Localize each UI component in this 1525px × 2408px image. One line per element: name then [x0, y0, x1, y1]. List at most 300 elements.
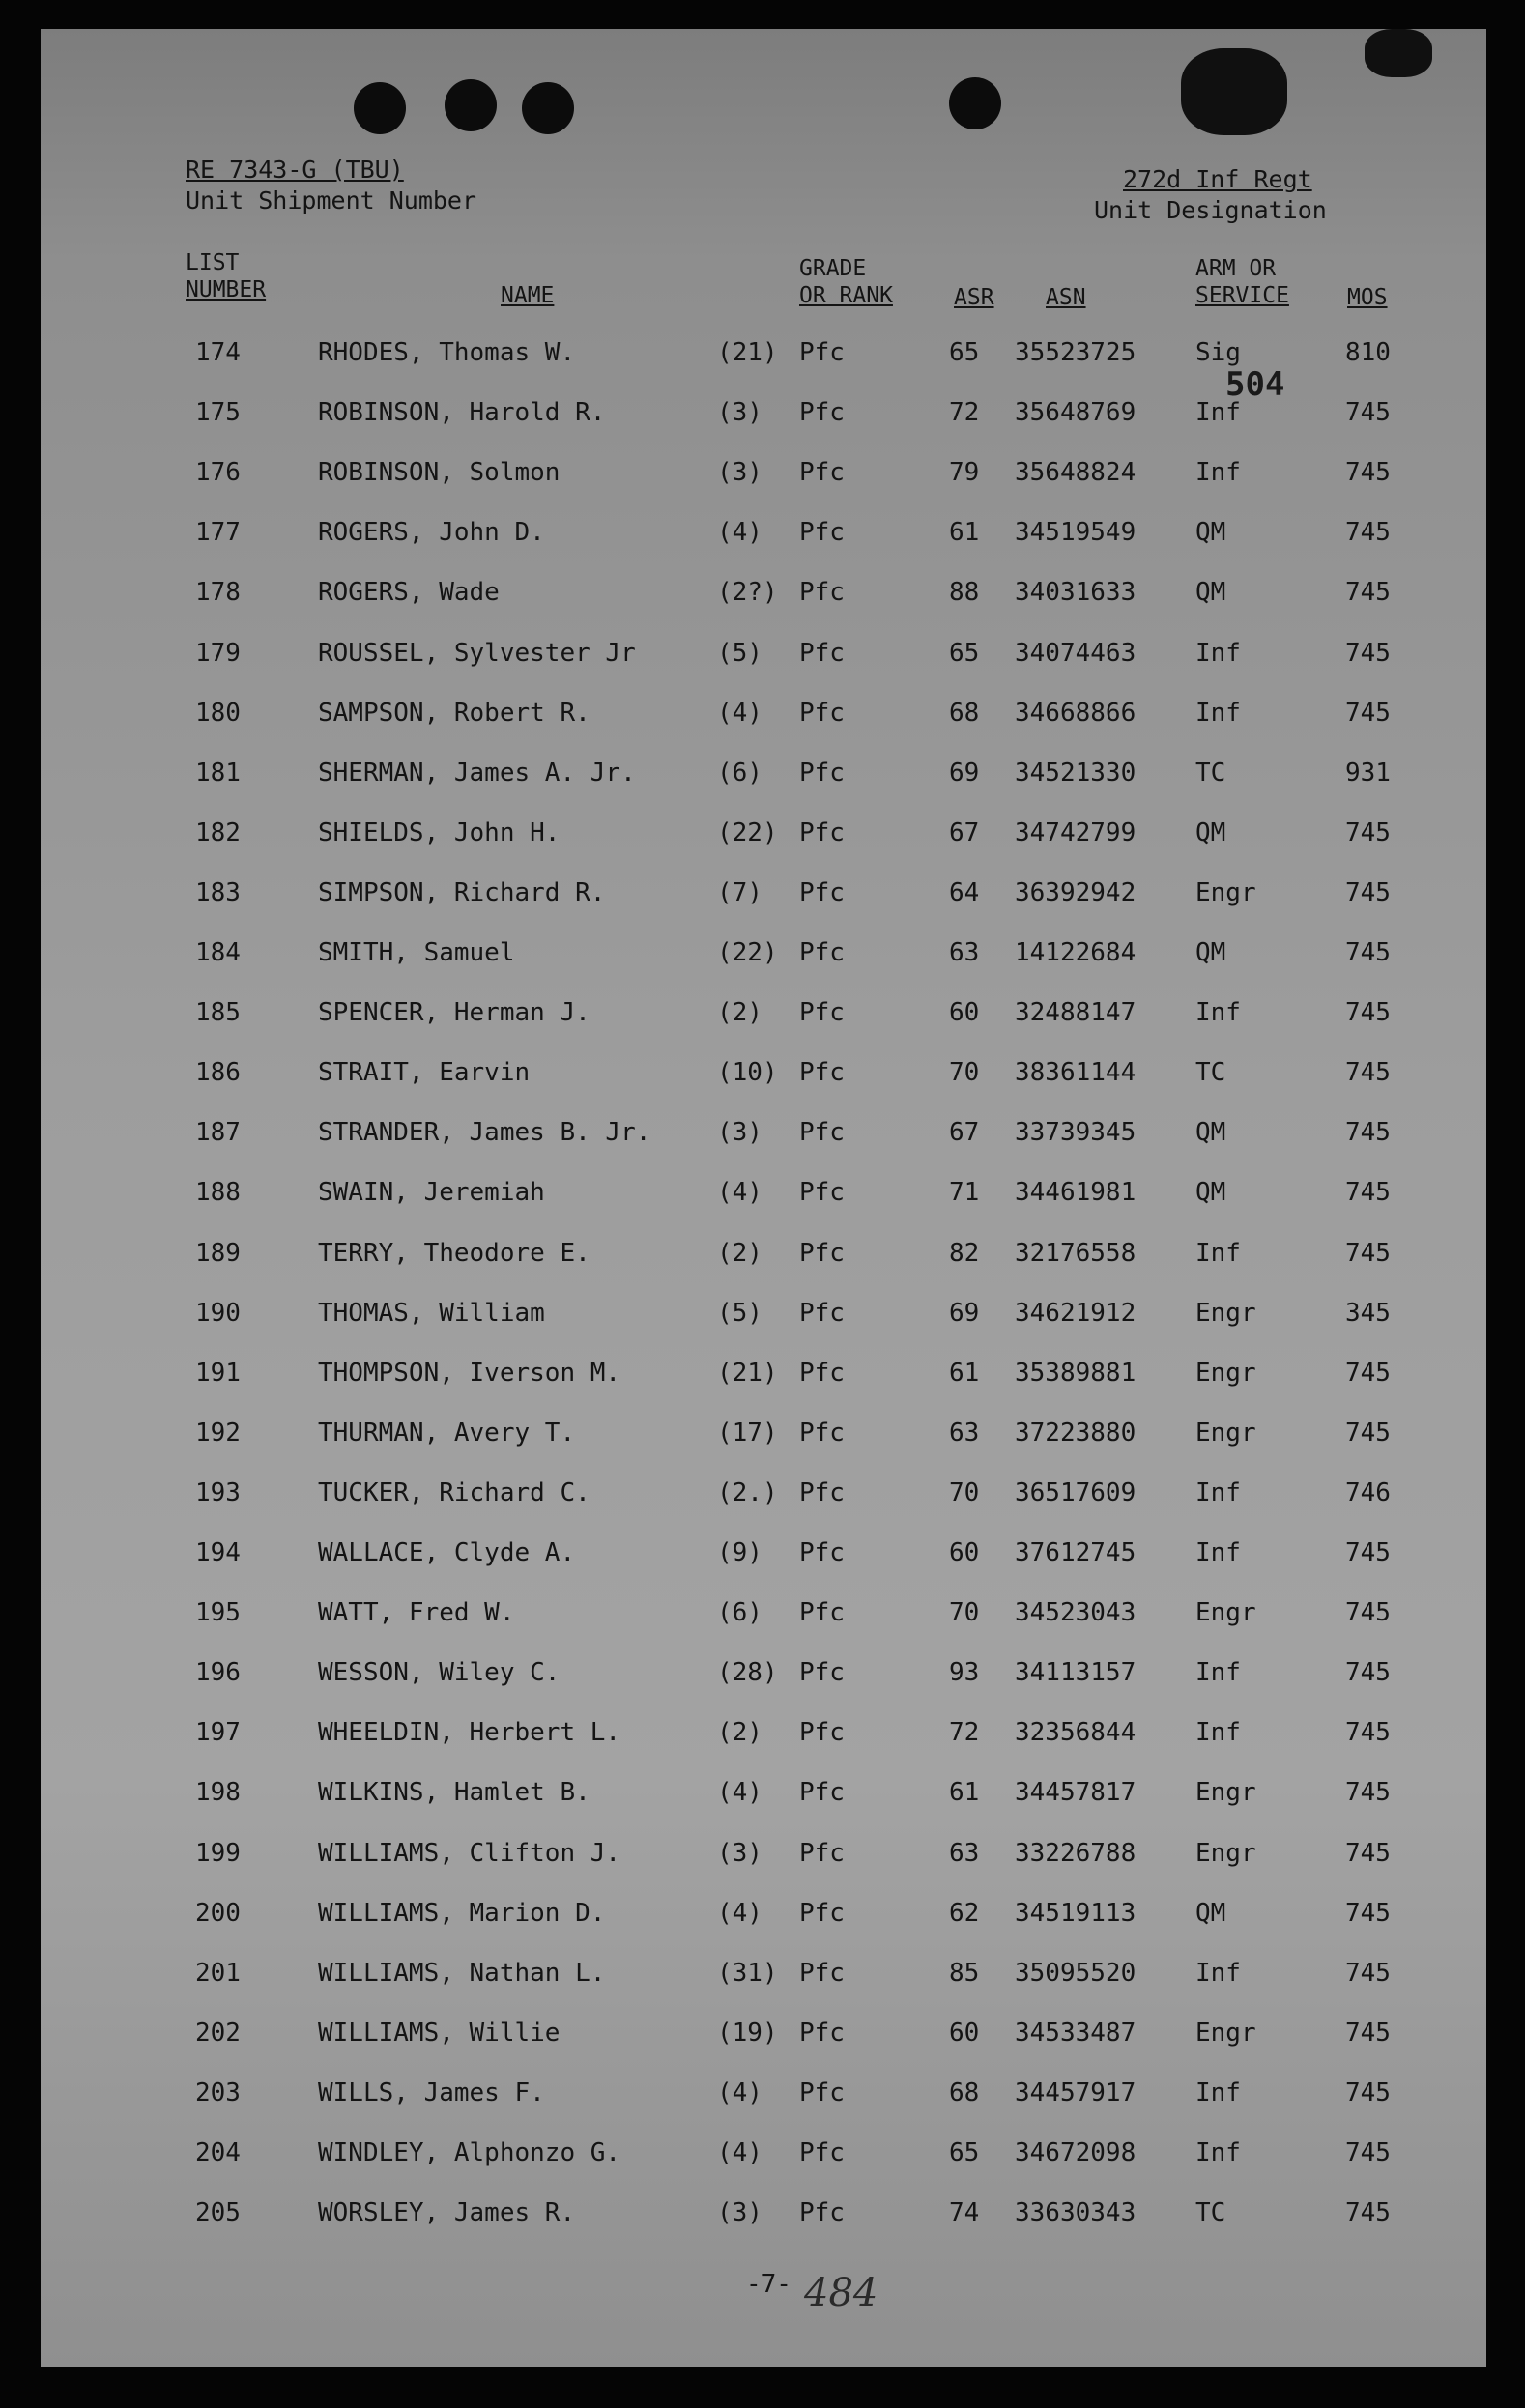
list-number: 201 [195, 1958, 241, 1988]
asr-score: 68 [949, 698, 980, 728]
grade: Pfc [799, 1118, 845, 1148]
document-page [41, 29, 1486, 2367]
asr-score: 72 [949, 1718, 980, 1748]
asr-score: 63 [949, 1418, 980, 1448]
mos-code: 931 [1345, 758, 1391, 788]
mos-code: 745 [1345, 1658, 1391, 1688]
grade: Pfc [799, 877, 845, 907]
col-header-list: LIST [186, 250, 240, 275]
list-number: 197 [195, 1718, 241, 1748]
mos-code: 745 [1345, 1958, 1391, 1988]
grade: Pfc [799, 1178, 845, 1208]
group-number: (10) [717, 1058, 778, 1088]
soldier-name: WALLACE, Clyde A. [318, 1538, 576, 1567]
grade: Pfc [799, 1538, 845, 1567]
asr-score: 82 [949, 1238, 980, 1268]
table-row [41, 1118, 1486, 1178]
mos-code: 345 [1345, 1298, 1391, 1328]
asr-score: 93 [949, 1658, 980, 1688]
serial-number: 35648824 [1015, 458, 1137, 488]
mos-code: 810 [1345, 338, 1391, 367]
soldier-name: ROGERS, John D. [318, 518, 545, 548]
list-number: 191 [195, 1358, 241, 1388]
serial-number: 32176558 [1015, 1238, 1137, 1268]
serial-number: 33226788 [1015, 1838, 1137, 1868]
arm-or-service: Inf [1195, 2138, 1241, 2167]
table-row [41, 2138, 1486, 2198]
table-row [41, 1419, 1486, 1478]
serial-number: 33739345 [1015, 1118, 1137, 1148]
list-number: 189 [195, 1238, 241, 1268]
list-number: 195 [195, 1598, 241, 1628]
asr-score: 65 [949, 638, 980, 668]
grade: Pfc [799, 1058, 845, 1088]
list-number: 178 [195, 578, 241, 608]
soldier-name: SIMPSON, Richard R. [318, 877, 606, 907]
group-number: (5) [717, 638, 762, 668]
grade: Pfc [799, 698, 845, 728]
grade: Pfc [799, 1598, 845, 1628]
table-row [41, 1598, 1486, 1658]
page-number: -7- [746, 2270, 791, 2299]
soldier-name: WILLS, James F. [318, 2078, 545, 2107]
list-number: 190 [195, 1298, 241, 1328]
grade: Pfc [799, 1477, 845, 1507]
list-number: 177 [195, 518, 241, 548]
grade: Pfc [799, 1718, 845, 1748]
binder-mark [1365, 29, 1432, 77]
mos-code: 745 [1345, 698, 1391, 728]
table-row [41, 639, 1486, 699]
list-number: 203 [195, 2078, 241, 2107]
serial-number: 32356844 [1015, 1718, 1137, 1748]
grade: Pfc [799, 1298, 845, 1328]
arm-or-service: Engr [1195, 1298, 1256, 1328]
mos-code: 745 [1345, 1898, 1391, 1928]
group-number: (19) [717, 2018, 778, 2048]
mos-code: 745 [1345, 1418, 1391, 1448]
list-number: 199 [195, 1838, 241, 1868]
soldier-name: THOMAS, William [318, 1298, 545, 1328]
mos-code: 745 [1345, 1778, 1391, 1808]
table-row [41, 1899, 1486, 1959]
table-row [41, 1778, 1486, 1838]
col-header-or-rank: OR RANK [799, 283, 893, 308]
group-number: (17) [717, 1418, 778, 1448]
serial-number: 34621912 [1015, 1298, 1137, 1328]
table-row [41, 878, 1486, 938]
asr-score: 60 [949, 1538, 980, 1567]
arm-or-service: Inf [1195, 998, 1241, 1028]
soldier-name: ROBINSON, Harold R. [318, 398, 606, 428]
asr-score: 65 [949, 2138, 980, 2167]
grade: Pfc [799, 2018, 845, 2048]
table-row [41, 338, 1486, 398]
list-number: 184 [195, 938, 241, 967]
table-row [41, 938, 1486, 998]
arm-or-service: Sig [1195, 338, 1241, 367]
soldier-name: RHODES, Thomas W. [318, 338, 576, 367]
asr-score: 88 [949, 578, 980, 608]
arm-or-service: Engr [1195, 1418, 1256, 1448]
soldier-name: WILKINS, Hamlet B. [318, 1778, 590, 1808]
col-header-arm: ARM OR [1195, 256, 1277, 281]
asr-score: 72 [949, 398, 980, 428]
stamped-number: 504 [1225, 365, 1285, 404]
mos-code: 745 [1345, 2078, 1391, 2107]
group-number: (6) [717, 1598, 762, 1628]
grade: Pfc [799, 758, 845, 788]
group-number: (3) [717, 2198, 762, 2228]
group-number: (2?) [717, 578, 778, 608]
soldier-name: SHIELDS, John H. [318, 817, 561, 847]
arm-or-service: Inf [1195, 1238, 1241, 1268]
asr-score: 70 [949, 1058, 980, 1088]
soldier-name: SAMPSON, Robert R. [318, 698, 590, 728]
serial-number: 34523043 [1015, 1598, 1137, 1628]
shipment-number: RE 7343-G (TBU) [186, 156, 404, 184]
list-number: 180 [195, 698, 241, 728]
grade: Pfc [799, 1238, 845, 1268]
grade: Pfc [799, 2078, 845, 2107]
arm-or-service: TC [1195, 2198, 1226, 2228]
arm-or-service: QM [1195, 518, 1226, 548]
arm-or-service: Engr [1195, 1838, 1256, 1868]
table-row [41, 699, 1486, 759]
serial-number: 35648769 [1015, 398, 1137, 428]
serial-number: 33630343 [1015, 2198, 1137, 2228]
serial-number: 34074463 [1015, 638, 1137, 668]
arm-or-service: Engr [1195, 1358, 1256, 1388]
mos-code: 745 [1345, 1118, 1391, 1148]
arm-or-service: QM [1195, 938, 1226, 967]
list-number: 187 [195, 1118, 241, 1148]
mos-code: 745 [1345, 2198, 1391, 2228]
arm-or-service: Inf [1195, 1718, 1241, 1748]
arm-or-service: Engr [1195, 1598, 1256, 1628]
table-row [41, 1718, 1486, 1778]
list-number: 174 [195, 338, 241, 367]
table-row [41, 1178, 1486, 1238]
list-number: 181 [195, 758, 241, 788]
group-number: (21) [717, 338, 778, 367]
grade: Pfc [799, 817, 845, 847]
table-row [41, 2019, 1486, 2078]
soldier-name: WILLIAMS, Nathan L. [318, 1958, 606, 1988]
table-row [41, 1959, 1486, 2019]
list-number: 204 [195, 2138, 241, 2167]
asr-score: 60 [949, 2018, 980, 2048]
asr-score: 85 [949, 1958, 980, 1988]
col-header-service: SERVICE [1195, 283, 1289, 308]
soldier-name: WHEELDIN, Herbert L. [318, 1718, 621, 1748]
group-number: (4) [717, 1898, 762, 1928]
asr-score: 69 [949, 1298, 980, 1328]
soldier-name: WATT, Fred W. [318, 1598, 515, 1628]
asr-score: 79 [949, 458, 980, 488]
mos-code: 745 [1345, 1058, 1391, 1088]
group-number: (6) [717, 758, 762, 788]
serial-number: 34519113 [1015, 1898, 1137, 1928]
group-number: (4) [717, 698, 762, 728]
group-number: (3) [717, 458, 762, 488]
grade: Pfc [799, 638, 845, 668]
soldier-name: TERRY, Theodore E. [318, 1238, 590, 1268]
group-number: (4) [717, 518, 762, 548]
mos-code: 745 [1345, 2018, 1391, 2048]
serial-number: 34668866 [1015, 698, 1137, 728]
arm-or-service: Engr [1195, 1778, 1256, 1808]
group-number: (2) [717, 998, 762, 1028]
table-row [41, 1538, 1486, 1598]
serial-number: 32488147 [1015, 998, 1137, 1028]
list-number: 205 [195, 2198, 241, 2228]
list-number: 196 [195, 1658, 241, 1688]
table-row [41, 398, 1486, 458]
mos-code: 745 [1345, 1838, 1391, 1868]
soldier-name: WILLIAMS, Clifton J. [318, 1838, 621, 1868]
mos-code: 745 [1345, 938, 1391, 967]
grade: Pfc [799, 2198, 845, 2228]
col-header-number: NUMBER [186, 277, 267, 302]
soldier-name: WINDLEY, Alphonzo G. [318, 2138, 621, 2167]
asr-score: 67 [949, 1118, 980, 1148]
arm-or-service: TC [1195, 1058, 1226, 1088]
mos-code: 745 [1345, 817, 1391, 847]
mos-code: 745 [1345, 1718, 1391, 1748]
arm-or-service: QM [1195, 1118, 1226, 1148]
arm-or-service: Inf [1195, 1477, 1241, 1507]
arm-or-service: Engr [1195, 877, 1256, 907]
soldier-name: TUCKER, Richard C. [318, 1477, 590, 1507]
group-number: (5) [717, 1298, 762, 1328]
group-number: (2.) [717, 1477, 778, 1507]
asr-score: 60 [949, 998, 980, 1028]
arm-or-service: QM [1195, 817, 1226, 847]
soldier-name: WESSON, Wiley C. [318, 1658, 561, 1688]
mos-code: 746 [1345, 1477, 1391, 1507]
table-row [41, 2078, 1486, 2138]
soldier-name: SHERMAN, James A. Jr. [318, 758, 636, 788]
grade: Pfc [799, 1358, 845, 1388]
group-number: (4) [717, 2138, 762, 2167]
asr-score: 71 [949, 1178, 980, 1208]
list-number: 192 [195, 1418, 241, 1448]
grade: Pfc [799, 338, 845, 367]
grade: Pfc [799, 458, 845, 488]
grade: Pfc [799, 998, 845, 1028]
group-number: (3) [717, 398, 762, 428]
punch-hole [522, 82, 574, 134]
asr-score: 61 [949, 518, 980, 548]
grade: Pfc [799, 1778, 845, 1808]
serial-number: 34457917 [1015, 2078, 1137, 2107]
asr-score: 67 [949, 817, 980, 847]
mos-code: 745 [1345, 1358, 1391, 1388]
arm-or-service: QM [1195, 1178, 1226, 1208]
serial-number: 35523725 [1015, 338, 1137, 367]
table-row [41, 1359, 1486, 1419]
soldier-name: ROBINSON, Solmon [318, 458, 561, 488]
arm-or-service: QM [1195, 578, 1226, 608]
soldier-name: STRAIT, Earvin [318, 1058, 531, 1088]
soldier-name: SWAIN, Jeremiah [318, 1178, 545, 1208]
group-number: (22) [717, 817, 778, 847]
list-number: 186 [195, 1058, 241, 1088]
group-number: (28) [717, 1658, 778, 1688]
group-number: (31) [717, 1958, 778, 1988]
serial-number: 36392942 [1015, 877, 1137, 907]
mos-code: 745 [1345, 518, 1391, 548]
col-header-asr: ASR [954, 285, 994, 310]
punch-hole [354, 82, 406, 134]
mos-code: 745 [1345, 1238, 1391, 1268]
grade: Pfc [799, 1838, 845, 1868]
arm-or-service: TC [1195, 758, 1226, 788]
list-number: 194 [195, 1538, 241, 1567]
list-number: 179 [195, 638, 241, 668]
arm-or-service: Inf [1195, 638, 1241, 668]
asr-score: 70 [949, 1477, 980, 1507]
mos-code: 745 [1345, 1538, 1391, 1567]
punch-hole [445, 79, 497, 131]
arm-or-service: Inf [1195, 458, 1241, 488]
group-number: (7) [717, 877, 762, 907]
soldier-name: SMITH, Samuel [318, 938, 515, 967]
group-number: (3) [717, 1118, 762, 1148]
mos-code: 745 [1345, 1178, 1391, 1208]
soldier-name: ROGERS, Wade [318, 578, 500, 608]
asr-score: 62 [949, 1898, 980, 1928]
serial-number: 14122684 [1015, 938, 1137, 967]
punch-hole [949, 77, 1001, 129]
serial-number: 34461981 [1015, 1178, 1137, 1208]
col-header-asn: ASN [1046, 285, 1086, 310]
unit-designation-label: Unit Designation [1094, 196, 1327, 224]
table-row [41, 518, 1486, 578]
soldier-name: THURMAN, Avery T. [318, 1418, 576, 1448]
grade: Pfc [799, 2138, 845, 2167]
asr-score: 63 [949, 1838, 980, 1868]
soldier-name: WILLIAMS, Marion D. [318, 1898, 606, 1928]
serial-number: 34457817 [1015, 1778, 1137, 1808]
mos-code: 745 [1345, 998, 1391, 1028]
list-number: 202 [195, 2018, 241, 2048]
grade: Pfc [799, 1958, 845, 1988]
list-number: 198 [195, 1778, 241, 1808]
unit-designation: 272d Inf Regt [1123, 165, 1312, 193]
group-number: (22) [717, 938, 778, 967]
arm-or-service: Inf [1195, 1538, 1241, 1567]
list-number: 200 [195, 1898, 241, 1928]
asr-score: 64 [949, 877, 980, 907]
asr-score: 61 [949, 1358, 980, 1388]
grade: Pfc [799, 1418, 845, 1448]
grade: Pfc [799, 518, 845, 548]
arm-or-service: Inf [1195, 2078, 1241, 2107]
grade: Pfc [799, 578, 845, 608]
soldier-name: SPENCER, Herman J. [318, 998, 590, 1028]
grade: Pfc [799, 398, 845, 428]
serial-number: 34521330 [1015, 758, 1137, 788]
shipment-number-label: Unit Shipment Number [186, 186, 477, 215]
group-number: (21) [717, 1358, 778, 1388]
arm-or-service: Inf [1195, 1658, 1241, 1688]
group-number: (2) [717, 1718, 762, 1748]
col-header-grade: GRADE [799, 256, 867, 281]
serial-number: 37612745 [1015, 1538, 1137, 1567]
list-number: 176 [195, 458, 241, 488]
serial-number: 36517609 [1015, 1477, 1137, 1507]
serial-number: 34672098 [1015, 2138, 1137, 2167]
list-number: 183 [195, 877, 241, 907]
handwritten-number: 484 [804, 2271, 878, 2315]
table-row [41, 458, 1486, 518]
table-row [41, 1478, 1486, 1538]
group-number: (4) [717, 2078, 762, 2107]
col-header-mos: MOS [1347, 285, 1388, 310]
mos-code: 745 [1345, 2138, 1391, 2167]
soldier-name: ROUSSEL, Sylvester Jr [318, 638, 636, 668]
arm-or-service: Inf [1195, 698, 1241, 728]
grade: Pfc [799, 1658, 845, 1688]
table-row [41, 1299, 1486, 1359]
col-header-name: NAME [501, 283, 555, 308]
group-number: (4) [717, 1778, 762, 1808]
arm-or-service: Engr [1195, 2018, 1256, 2048]
table-row [41, 1058, 1486, 1118]
mos-code: 745 [1345, 877, 1391, 907]
asr-score: 69 [949, 758, 980, 788]
serial-number: 34533487 [1015, 2018, 1137, 2048]
arm-or-service: QM [1195, 1898, 1226, 1928]
list-number: 182 [195, 817, 241, 847]
table-row [41, 1239, 1486, 1299]
table-row [41, 1658, 1486, 1718]
serial-number: 34031633 [1015, 578, 1137, 608]
serial-number: 34519549 [1015, 518, 1137, 548]
asr-score: 74 [949, 2198, 980, 2228]
grade: Pfc [799, 1898, 845, 1928]
asr-score: 68 [949, 2078, 980, 2107]
mos-code: 745 [1345, 578, 1391, 608]
grade: Pfc [799, 938, 845, 967]
asr-score: 61 [949, 1778, 980, 1808]
soldier-name: WILLIAMS, Willie [318, 2018, 561, 2048]
serial-number: 35095520 [1015, 1958, 1137, 1988]
serial-number: 34742799 [1015, 817, 1137, 847]
asr-score: 70 [949, 1598, 980, 1628]
serial-number: 34113157 [1015, 1658, 1137, 1688]
mos-code: 745 [1345, 458, 1391, 488]
asr-score: 63 [949, 938, 980, 967]
asr-score: 65 [949, 338, 980, 367]
group-number: (9) [717, 1538, 762, 1567]
group-number: (4) [717, 1178, 762, 1208]
mos-code: 745 [1345, 638, 1391, 668]
table-row [41, 818, 1486, 878]
binder-mark [1181, 48, 1287, 135]
group-number: (3) [717, 1838, 762, 1868]
table-row [41, 1839, 1486, 1899]
soldier-name: THOMPSON, Iverson M. [318, 1358, 621, 1388]
list-number: 188 [195, 1178, 241, 1208]
list-number: 175 [195, 398, 241, 428]
group-number: (2) [717, 1238, 762, 1268]
soldier-name: WORSLEY, James R. [318, 2198, 576, 2228]
list-number: 185 [195, 998, 241, 1028]
serial-number: 38361144 [1015, 1058, 1137, 1088]
